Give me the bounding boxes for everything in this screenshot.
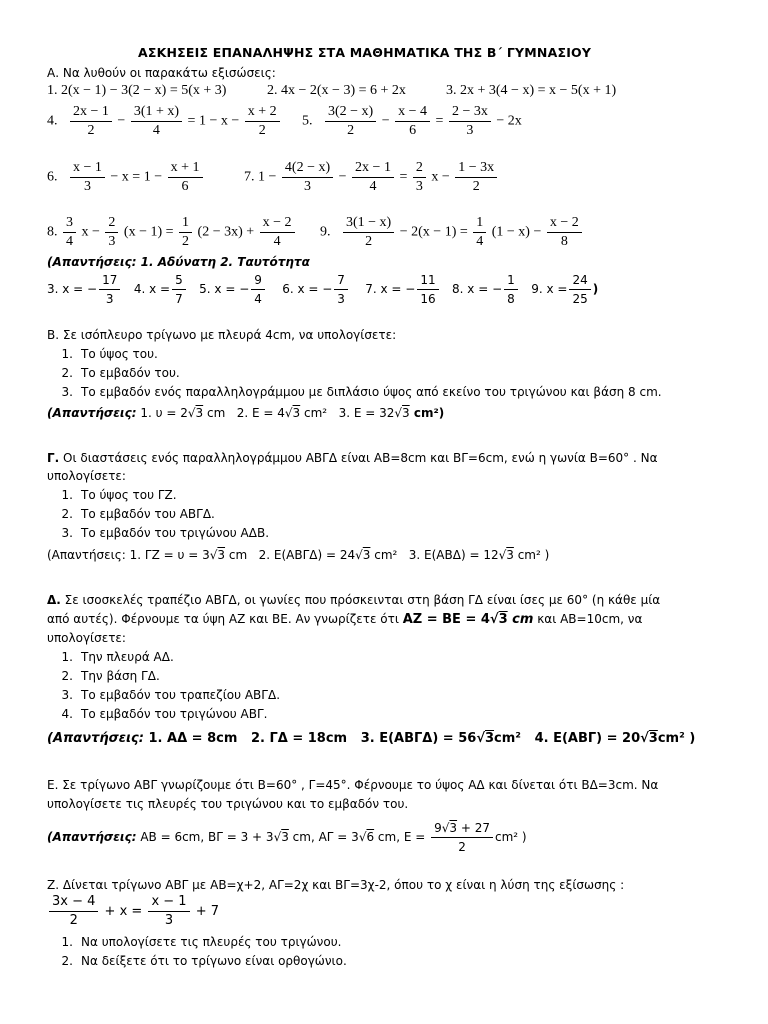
section-b-item-2: 2. Το εμβαδόν του. — [61, 366, 180, 380]
section-a-answers-row: 3. x = − $\frac{17}{3}$ 4. x = $\frac{5}{7}$ 5. x = − $\frac{9}{4}$ 6. x = − $\frac{7}{3}$ 7. x = − $\frac{11}{16}$ 8. x = − $\frac{1}{8}$ 9. x = $\frac{24}{25}$ ) — [47, 273, 599, 306]
section-e-answers: (Απαντήσεις: ΑΒ = 6cm, ΒΓ = 3 + 3√3 cm, ΑΓ = 3√6 cm, Ε = $\frac{9√3 + 27}{2}$ cm² ) — [47, 821, 527, 854]
section-e-intro-1: Ε. Σε τρίγωνο ΑΒΓ γνωρίζουμε ότι Β=60° , Γ=45°. Φέρνουμε το ύψος ΑΔ και δίνεται ότι ΒΔ=3cm. Να — [47, 778, 659, 792]
section-z-equation: $\frac{3x - 4}{2}$ + x = $\frac{x - 1}{3}$ + 7 — [47, 894, 219, 929]
section-d-intro-2: από αυτές). Φέρνουμε τα ύψη ΑΖ και ΒΕ. Αν γνωρίζετε ότι ΑΖ = ΒΕ = 4√3 cm και ΑΒ=10cm, να — [47, 612, 643, 627]
page-title: ΑΣΚΗΣΕΙΣ ΕΠΑΝΑΛΗΨΗΣ ΣΤΑ ΜΑΘΗΜΑΤΙΚΑ ΤΗΣ Β΄ ΓΥΜΝΑΣΙΟΥ — [138, 45, 592, 60]
section-d-intro-1: Δ. Σε ισοσκελές τραπέζιο ΑΒΓΔ, οι γωνίες που πρόσκεινται στη βάση ΓΔ είναι ίσες με 60° (η κάθε μία — [47, 593, 661, 607]
section-d-item-3: 3. Το εμβαδόν του τραπεζίου ΑΒΓΔ. — [61, 688, 281, 702]
section-b-item-1: 1. Το ύψος του. — [61, 347, 158, 361]
section-d-item-2: 2. Την βάση ΓΔ. — [61, 669, 160, 683]
equation-1: 1. 2(x − 1) − 3(2 − x) = 5(x + 3) — [47, 83, 227, 98]
section-c-intro-2: υπολογίσετε: — [47, 469, 126, 483]
section-c-answers: (Απαντήσεις: 1. ΓΖ = υ = 3√3 cm 2. Ε(ΑΒΓΔ) = 24√3 cm² 3. Ε(ΑΒΔ) = 12√3 cm² ) — [47, 548, 550, 562]
section-e-intro-2: υπολογίσετε τις πλευρές του τριγώνου και το εμβαδόν του. — [47, 797, 409, 811]
section-z-item-1: 1. Να υπολογίσετε τις πλευρές του τριγώνου. — [61, 935, 342, 949]
section-c-item-1: 1. Το ύψος του ΓΖ. — [61, 488, 177, 502]
section-d-answers: (Απαντήσεις: 1. ΑΔ = 8cm 2. ΓΔ = 18cm 3. Ε(ΑΒΓΔ) = 56√3cm² 4. Ε(ΑΒΓ) = 20√3cm² ) — [47, 731, 696, 746]
section-a-intro: Α. Να λυθούν οι παρακάτω εξισώσεις: — [47, 66, 276, 80]
section-b-answers: (Απαντήσεις: 1. υ = 2√3 cm 2. E = 4√3 cm² 3. E = 32√3 cm²) — [47, 406, 445, 420]
section-b-intro: Β. Σε ισόπλευρο τρίγωνο με πλευρά 4cm, να υπολογίσετε: — [47, 328, 397, 342]
section-z-item-2: 2. Να δείξετε ότι το τρίγωνο είναι ορθογώνιο. — [61, 954, 347, 968]
equation-8: 8. $\frac{3}{4}$ x − $\frac{2}{3}$ (x − 1) = $\frac{1}{2}$ (2 − 3x) + $\frac{x - 2}{4}$ — [47, 215, 297, 250]
section-b-item-3: 3. Το εμβαδόν ενός παραλληλογράμμου με διπλάσιο ύψος από εκείνο του τριγώνου και βάση 8 cm. — [61, 385, 662, 399]
equation-6: 6. $\frac{x - 1}{3}$ − x = 1 − $\frac{x + 1}{6}$ — [47, 160, 205, 195]
section-c-item-2: 2. Το εμβαδόν του ΑΒΓΔ. — [61, 507, 215, 521]
section-d-item-1: 1. Την πλευρά ΑΔ. — [61, 650, 174, 664]
section-c-intro-1: Γ. Οι διαστάσεις ενός παραλληλογράμμου ΑΒΓΔ είναι ΑΒ=8cm και ΒΓ=6cm, ενώ η γωνία Β=60° . Να — [47, 451, 658, 465]
equation-9: 9. $\frac{3(1 - x)}{2}$ − 2(x − 1) = $\frac{1}{4}$ (1 − x) − $\frac{x - 2}{8}$ — [320, 215, 584, 250]
section-c-item-3: 3. Το εμβαδόν του τριγώνου ΑΔΒ. — [61, 526, 270, 540]
equation-2: 2. 4x − 2(x − 3) = 6 + 2x — [267, 83, 406, 98]
section-a-answers-label: (Απαντήσεις: 1. Αδύνατη 2. Ταυτότητα — [47, 255, 310, 269]
equation-3: 3. 2x + 3(4 − x) = x − 5(x + 1) — [446, 83, 617, 98]
section-d-item-4: 4. Το εμβαδόν του τριγώνου ΑΒΓ. — [61, 707, 268, 721]
equation-4: 4. $\frac{2x - 1}{2}$ − $\frac{3(1 + x)}{4}$ = 1 − x − $\frac{x + 2}{2}$ — [47, 104, 282, 139]
equation-7: 7. 1 − $\frac{4(2 - x)}{3}$ − $\frac{2x - 1}{4}$ = $\frac{2}{3}$ x − $\frac{1 - 3x}{2}$ — [244, 160, 499, 195]
section-d-intro-3: υπολογίσετε: — [47, 631, 126, 645]
equation-5: 5. $\frac{3(2 - x)}{2}$ − $\frac{x - 4}{6}$ = $\frac{2 - 3x}{3}$ − 2x — [302, 104, 522, 138]
section-z-intro: Ζ. Δίνεται τρίγωνο ΑΒΓ με ΑΒ=χ+2, ΑΓ=2χ και ΒΓ=3χ-2, όπου το χ είναι η λύση της εξίσωσης : — [47, 878, 625, 892]
